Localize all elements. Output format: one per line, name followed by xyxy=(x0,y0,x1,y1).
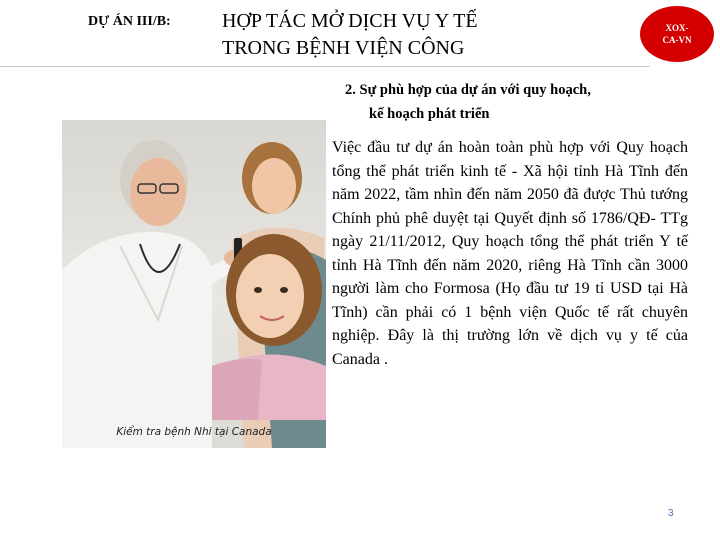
logo-badge xyxy=(640,6,714,62)
project-label: DỰ ÁN III/B: xyxy=(88,14,171,29)
section-heading-line-1: 2. Sự phù hợp của dự án với quy hoạch, xyxy=(345,82,591,98)
badge-line-1: XOX- xyxy=(665,23,689,33)
body-paragraph: Việc đầu tư dự án hoàn toàn phù hợp với Quy hoạch tổng thể phát triển kinh tế - Xã hội tỉnh Hà Tĩnh đến năm 2022, tầm nhìn đến năm 2050 đã được Thủ tướng Chính phủ phê duyệt tại Quyết định số 1786/QĐ- TTg ngày 21/11/2012, Quy hoạch tổng thể phát triển Y tế tỉnh Hà Tĩnh đến năm 2020, riêng Hà Tĩnh cần 3000 người làm cho Formosa (Họ đầu tư 19 tỉ USD tại Hà Tĩnh) cần phải có 1 bệnh viện Quốc tế rất chuyên nghiệp. Đây là thị trường lớn về dịch vụ y tế của Canada . xyxy=(332,139,688,368)
header-divider xyxy=(0,66,650,67)
page-number: 3 xyxy=(668,508,674,519)
page-title xyxy=(222,8,478,62)
doctor-child-photo xyxy=(62,120,326,448)
page-title-line-1: HỢP TÁC MỞ DỊCH VỤ Y TẾ xyxy=(222,10,478,32)
photo-illustration xyxy=(62,120,326,448)
photo-caption: Kiểm tra bệnh Nhi tại Canada xyxy=(116,426,272,438)
section-heading xyxy=(345,78,591,126)
badge-line-2: CA-VN xyxy=(662,35,692,45)
section-heading-line-2: kế hoạch phát triển xyxy=(369,106,490,122)
page-title-line-2: TRONG BỆNH VIỆN CÔNG xyxy=(222,37,465,59)
